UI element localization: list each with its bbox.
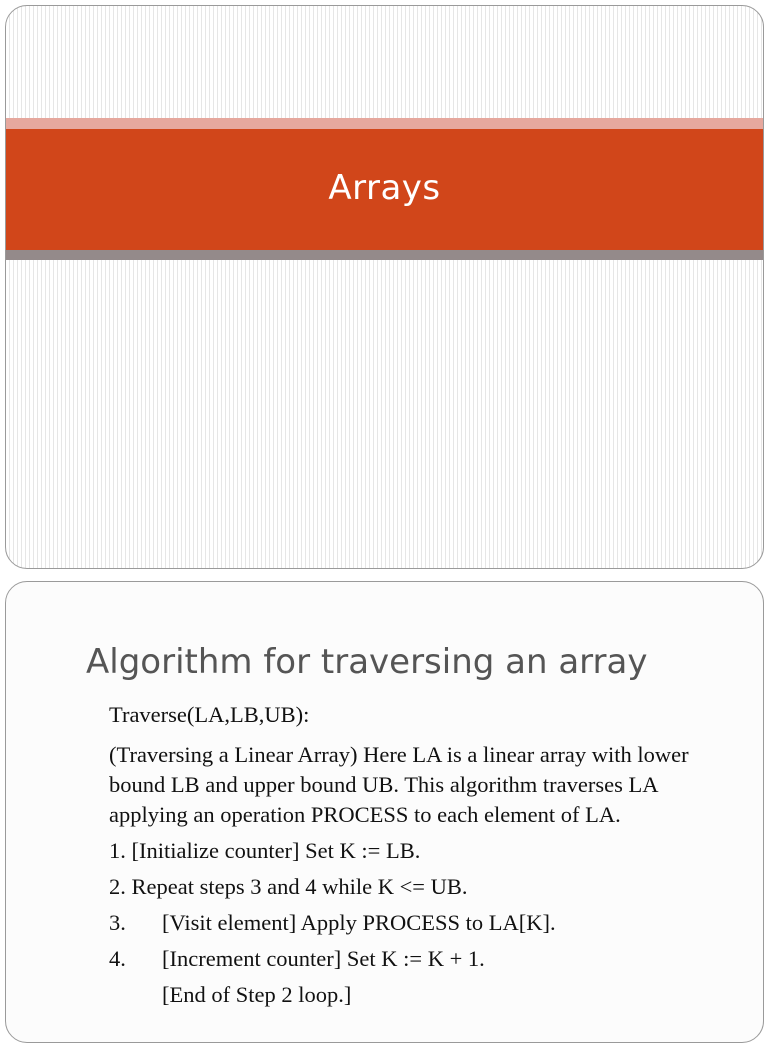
algorithm-step-3	[109, 908, 689, 938]
slide-body	[109, 700, 689, 1010]
algorithm-step-2: 2. Repeat steps 3 and 4 while K <= UB.	[109, 874, 468, 899]
slide-title: Arrays	[328, 167, 441, 208]
step-text: [Visit element] Apply PROCESS to LA[K].	[162, 910, 556, 935]
slide-arrays	[5, 5, 764, 569]
step-number: 3.	[109, 910, 126, 935]
slide-heading: Algorithm for traversing an array	[86, 642, 648, 682]
step-number: 4.	[109, 946, 126, 971]
slide-algorithm	[5, 581, 764, 1043]
loop-end-note: [End of Step 2 loop.]	[162, 982, 352, 1007]
algorithm-step-4	[109, 944, 689, 974]
step-text: [Increment counter] Set K := K + 1.	[162, 946, 485, 971]
accent-band-bottom	[6, 250, 763, 260]
accent-band-top	[6, 118, 763, 129]
title-band	[6, 129, 763, 250]
algorithm-signature: Traverse(LA,LB,UB):	[109, 702, 310, 727]
algorithm-step-1: 1. [Initialize counter] Set K := LB.	[109, 838, 421, 863]
algorithm-description: (Traversing a Linear Array) Here LA is a linear array with lower bound LB and upper bound UB. This algorithm traverses LA applying an operation PROCESS to each element of LA.	[109, 742, 689, 827]
